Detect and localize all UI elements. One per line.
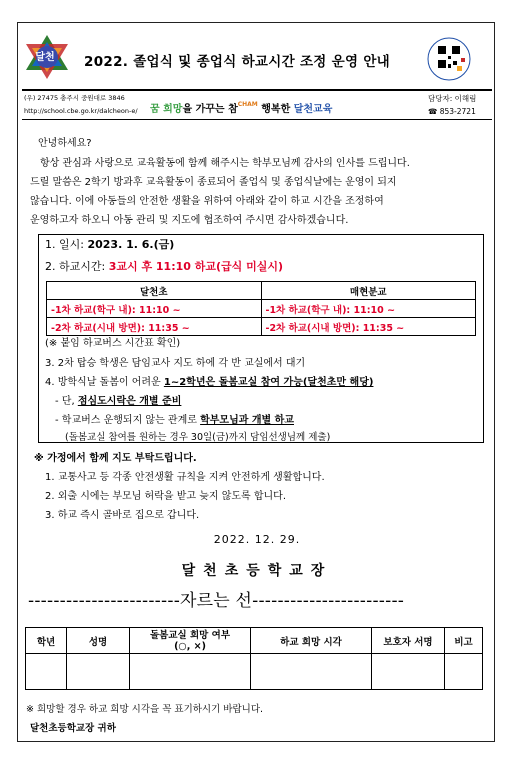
slogan-part-1: 꿈 희망 xyxy=(150,104,183,115)
family-line: 2. 외출 시에는 부모님 허락을 받고 늦지 않도록 합니다. xyxy=(45,491,287,502)
form-header-grade: 학년 xyxy=(26,628,67,654)
header-divider-2 xyxy=(22,119,492,120)
school-url[interactable]: http://school.cbe.go.kr/dalcheon-e/ xyxy=(24,107,138,115)
footer-recipient: 달천초등학교장 귀하 xyxy=(30,723,116,734)
schedule-header-dalcheon: 달천초 xyxy=(47,282,262,300)
item-time xyxy=(45,258,283,274)
qr-code-icon xyxy=(426,36,472,82)
school-address: (우) 27475 충주시 중원대로 3846 xyxy=(24,94,125,102)
sub-2-emphasis: 학부모님과 개별 하교 xyxy=(200,415,294,426)
logo-text: 달천 xyxy=(35,52,55,63)
time-label: 2. 하교시간: xyxy=(45,260,109,273)
form-header-time: 하교 희망 시각 xyxy=(251,628,372,654)
date-value: 2023. 1. 6.(금) xyxy=(87,238,175,251)
form-header-name: 성명 xyxy=(67,628,130,654)
cut-line: ------------------------자르는 선------------------------ xyxy=(28,591,405,611)
schedule-cell: -2차 하교(시내 방면): 11:35 ~ xyxy=(47,318,262,336)
form-header-care xyxy=(130,628,251,654)
sub-1-emphasis: 점심도시락은 개별 준비 xyxy=(77,396,182,407)
intro-line: 항상 관심과 사랑으로 교육활동에 함께 해주시는 학부모님께 감사의 인사를 드립니다. xyxy=(40,158,410,169)
slogan-part-2: 을 가꾸는 참 xyxy=(182,104,238,115)
date-label: 1. 일시: xyxy=(45,238,88,251)
header-divider xyxy=(22,89,492,91)
schedule-header-maehyeon: 매현분교 xyxy=(261,282,476,300)
item-4-emphasis: 1~2학년은 돌봄교실 참여 가능(달천초만 해당) xyxy=(163,377,374,388)
form-header-signature: 보호자 서명 xyxy=(372,628,445,654)
school-head-signature: 달천초등학교장 xyxy=(181,563,333,579)
sub-2-text: - 학교버스 운행되지 않는 관계로 xyxy=(55,415,201,426)
form-input-grade[interactable] xyxy=(26,654,67,690)
slogan-part-4: 달천교육 xyxy=(293,104,333,115)
item-date xyxy=(45,236,174,252)
footer-note: ※ 희망할 경우 하교 희망 시각을 꼭 표기하시기 바랍니다. xyxy=(26,704,264,715)
item-3: 3. 2차 탑승 학생은 담임교사 지도 하에 각 반 교실에서 대기 xyxy=(45,358,306,369)
item-4-sub-1 xyxy=(55,392,181,407)
family-line: 1. 교통사고 등 각종 안전생활 규칙을 지켜 안전하게 생활합니다. xyxy=(45,472,325,483)
schedule-note: (※ 붙임 하교버스 시간표 확인) xyxy=(45,338,181,349)
form-header-care-text: 돌봄교실 희망 여부 xyxy=(149,629,231,641)
schedule-cell: -1차 하교(학구 내): 11:10 ~ xyxy=(47,300,262,318)
issue-date: 2022. 12. 29. xyxy=(213,533,301,546)
item-4-sub-2 xyxy=(55,411,294,426)
greeting: 안녕하세요? xyxy=(38,138,92,149)
phone-number: ☎ 853-2721 xyxy=(428,107,476,116)
intro-line: 않습니다. 이에 아동들의 안전한 생활을 위하여 아래와 같이 하교 시간을 조정하여 xyxy=(30,196,384,207)
form-input-care[interactable] xyxy=(130,654,251,690)
letter-header xyxy=(22,30,492,88)
sub-1-text: - 단, xyxy=(55,396,78,407)
schedule-cell: -2차 하교(시내 방면): 11:35 ~ xyxy=(261,318,476,336)
schedule-cell: -1차 하교(학구 내): 11:10 ~ xyxy=(261,300,476,318)
family-line: 3. 하교 즉시 골바로 집으로 갑니다. xyxy=(45,510,200,521)
form-input-signature[interactable] xyxy=(372,654,445,690)
family-heading: ※ 가정에서 함께 지도 부탁드립니다. xyxy=(34,453,197,464)
slogan-cham: CHAM xyxy=(237,101,258,108)
form-input-time[interactable] xyxy=(251,654,372,690)
reply-form xyxy=(25,627,483,690)
manager-name: 담당자: 이해림 xyxy=(428,94,477,103)
item-4-text: 4. 방학식날 돌봄이 어려운 xyxy=(45,377,164,388)
slogan xyxy=(150,100,332,115)
intro-line: 운영하고자 하오니 아동 관리 및 지도에 협조하여 주시면 감사하겠습니다. xyxy=(30,215,349,226)
time-value: 3교시 후 11:10 하교(급식 미실시) xyxy=(108,260,284,273)
form-input-remarks[interactable] xyxy=(445,654,483,690)
item-4-sub-3: (돌봄교실 참여를 원하는 경우 30일(금)까지 담임선생님께 제출) xyxy=(65,432,331,443)
slogan-part-3: 행복한 xyxy=(257,104,294,115)
page-title: 2022. 졸업식 및 종업식 하교시간 조정 운영 안내 xyxy=(84,54,390,70)
item-4 xyxy=(45,373,373,388)
intro-line: 드릴 말씀은 2학기 방과후 교육활동이 종료되어 졸업식 및 종업식날에는 운영이 되지 xyxy=(30,177,397,188)
form-input-name[interactable] xyxy=(67,654,130,690)
form-header-remarks: 비고 xyxy=(445,628,483,654)
schedule-table xyxy=(46,281,476,336)
intro-paragraph xyxy=(30,154,490,230)
form-header-care-mark: (○, ×) xyxy=(174,640,206,652)
